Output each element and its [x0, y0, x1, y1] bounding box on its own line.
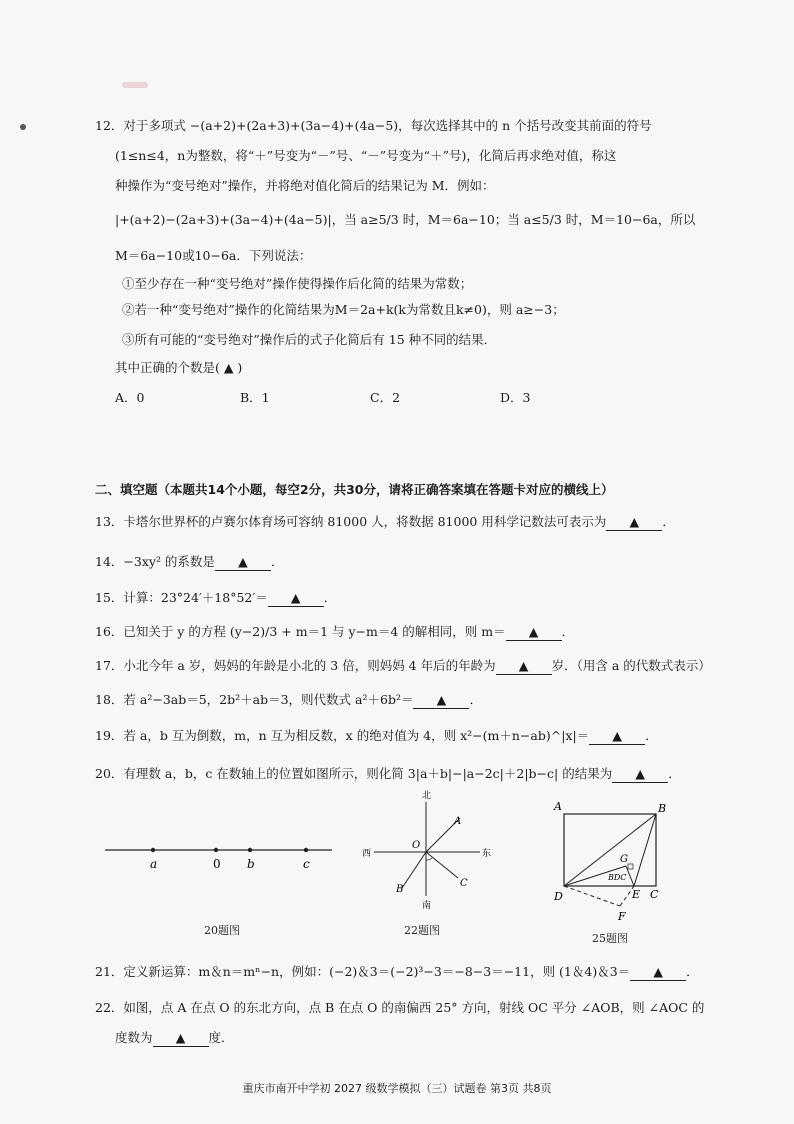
q22-end: 度． — [208, 1030, 234, 1045]
figure-22-caption: 22题图 — [404, 924, 440, 937]
q16-end: ． — [561, 624, 575, 639]
q13-text: 13．卡塔尔世界杯的卢赛尔体育场可容纳 81000 人，将数据 81000 用科学记数法可表示为 — [95, 514, 607, 529]
point-a — [151, 848, 155, 852]
q16-text: 16．已知关于 y 的方程 (y−2)/3 + m＝1 与 y−m＝4 的解相同，则 m＝ — [95, 624, 506, 639]
ray-oc — [426, 852, 458, 878]
q13-end: ． — [662, 514, 675, 529]
label-west: 西 — [362, 849, 372, 859]
page-footer: 重庆市南开中学初 2027 级数学模拟（三）试题卷 第3页 共8页 — [242, 1082, 552, 1095]
q14-text: 14．−3xy² 的系数是 — [95, 554, 215, 569]
label-b: B — [658, 802, 667, 815]
label-0: 0 — [213, 857, 221, 871]
q21-text: 21．定义新运算：m＆n＝mⁿ−n，例如：(−2)＆3＝(−2)³−3＝−8−3＝−11，则 (1＆4)＆3＝ — [95, 964, 631, 979]
q15-text: 15．计算：23°24′＋18°52′＝ — [95, 590, 268, 605]
q12-line5: M＝6a−10或10−6a．下列说法： — [115, 248, 312, 263]
q12-option-c: C．2 — [370, 390, 401, 405]
scan-smudge — [122, 82, 148, 88]
q12-option-b: B．1 — [240, 390, 270, 405]
figure-20-caption: 20题图 — [204, 924, 240, 937]
q17 — [95, 658, 711, 675]
answer-blank: ▲ — [413, 692, 469, 709]
q21-end: ． — [686, 964, 699, 979]
answer-blank: ▲ — [496, 658, 552, 675]
q12-question: 其中正确的个数是( ▲ ) — [115, 360, 243, 375]
angle-arc — [426, 858, 432, 860]
q14 — [95, 554, 283, 571]
q20-text: 20．有理数 a，b，c 在数轴上的位置如图所示，则化简 3|a＋b|−|a−2c|＋2|b−c| 的结果为 — [95, 766, 613, 781]
right-angle-mark — [628, 864, 633, 869]
q14-end: ． — [270, 554, 284, 569]
section-heading: 二、填空题（本题共14个小题，每空2分，共30分，请将正确答案填在答题卡对应的横线上） — [95, 482, 614, 497]
q19-text: 19．若 a，b 互为倒数，m，n 互为相反数，x 的绝对值为 4，则 x²−(m＋n−ab)^|x|＝ — [95, 728, 590, 743]
label-east: 东 — [482, 849, 492, 859]
label-g: G — [620, 854, 628, 865]
label-a: a — [150, 857, 158, 871]
q21 — [95, 964, 699, 981]
answer-blank: ▲ — [612, 766, 668, 783]
answer-blank: ▲ — [506, 624, 562, 641]
q20-end: ． — [668, 766, 681, 781]
label-b: b — [247, 857, 255, 871]
answer-blank: ▲ — [630, 964, 686, 981]
answer-blank: ▲ — [606, 514, 662, 531]
q18 — [95, 692, 482, 709]
label-d: D — [554, 890, 563, 903]
label-b: B — [396, 884, 404, 895]
q12-statement-1: ①至少存在一种“变号绝对”操作使得操作后化简的结果为常数； — [122, 276, 473, 291]
q15-end: ． — [323, 590, 337, 605]
q13 — [95, 514, 675, 531]
q17-end: 岁．（用含 a 的代数式表示） — [551, 658, 711, 673]
label-o: O — [412, 840, 421, 851]
q16 — [95, 624, 574, 641]
q22-text: 度数为 — [115, 1030, 153, 1045]
label-a: A — [454, 816, 462, 827]
q12-line2: (1≤n≤4，n为整数，将“＋”号变为“－”号、“－”号变为“＋”号)，化简后再求绝对值，称这 — [115, 148, 617, 163]
q12-option-a: A．0 — [115, 390, 145, 405]
answer-blank: ▲ — [215, 554, 271, 571]
q12-line4: |+(a+2)−(2a+3)+(3a−4)+(4a−5)|，当 a≥5/3 时，M＝6a−10；当 a≤5/3 时，M＝10−6a，所以 — [115, 212, 696, 227]
q12-statement-3: ③所有可能的“变号绝对”操作后的式子化简后有 15 种不同的结果． — [122, 332, 497, 347]
label-f: F — [618, 910, 626, 923]
q18-text: 18．若 a²−3ab＝5，2b²＋ab＝3，则代数式 a²＋6b²＝ — [95, 692, 414, 707]
q12-line1: 12．对于多项式 −(a+2)+(2a+3)+(3a−4)+(4a−5)，每次选择其中的 n 个括号改变其前面的符号 — [95, 118, 652, 133]
q19-end: ． — [645, 728, 658, 743]
label-c: C — [650, 888, 659, 901]
dashed-df — [564, 886, 620, 906]
binding-hole-mark — [20, 124, 26, 130]
label-north: 北 — [422, 791, 432, 801]
label-south: 南 — [422, 901, 432, 911]
q20 — [95, 766, 681, 783]
q17-text: 17．小北今年 a 岁，妈妈的年龄是小北的 3 倍，则妈妈 4 年后的年龄为 — [95, 658, 496, 673]
figure-22-direction-diagram — [360, 788, 500, 912]
point-b — [248, 848, 252, 852]
answer-blank: ▲ — [153, 1030, 209, 1047]
q12-statement-2: ②若一种“变号绝对”操作的化简结果为M＝2a+k(k为常数且k≠0)，则 a≥−3； — [122, 302, 565, 317]
label-c: c — [303, 857, 310, 871]
point-0 — [214, 848, 218, 852]
figure-20-number-line — [100, 838, 340, 878]
label-a: A — [554, 800, 562, 813]
figure-25-rectangle-diagram — [548, 798, 676, 926]
point-c — [304, 848, 308, 852]
answer-blank: ▲ — [268, 590, 324, 607]
q19 — [95, 728, 658, 745]
figure-25-caption: 25题图 — [592, 932, 628, 945]
q12-line3: 种操作为“变号绝对”操作，并将绝对值化简后的结果记为 M．例如： — [115, 178, 495, 193]
ray-ob — [402, 852, 426, 888]
q22-line1: 22．如图，点 A 在点 O 的东北方向，点 B 在点 O 的南偏西 25° 方向，射线 OC 平分 ∠AOB，则 ∠AOC 的 — [95, 1000, 705, 1015]
label-inner-bdc: BDC — [608, 873, 627, 882]
label-e: E — [632, 888, 641, 901]
q22-line2 — [115, 1030, 234, 1047]
q18-end: ． — [469, 692, 482, 707]
segment-be — [634, 814, 656, 886]
label-c: C — [460, 878, 468, 889]
q12-option-d: D．3 — [500, 390, 531, 405]
q15 — [95, 590, 336, 607]
answer-blank: ▲ — [589, 728, 645, 745]
